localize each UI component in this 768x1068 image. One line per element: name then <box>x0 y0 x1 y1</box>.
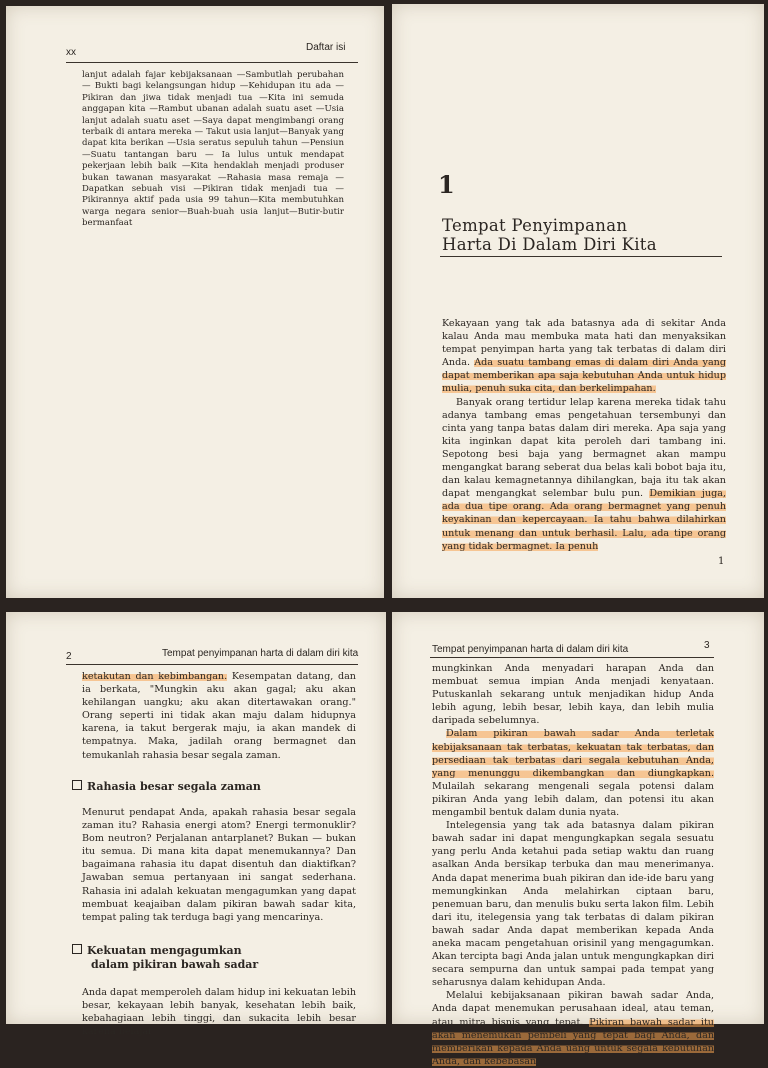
chapter-title-line1: Tempat Penyimpanan <box>442 216 628 235</box>
paragraph <box>432 727 714 819</box>
page-number: 1 <box>718 556 725 567</box>
paragraph: mungkinkan Anda menyadari harapan Anda dan membuat semua impian Anda menjadi kenyataan. Putuskanlah sekarang untuk menjadikan hidup Anda lebih agung, lebih besar, lebih kaya, dan lebih mulia daripada sebelumnya. <box>432 663 714 727</box>
section-heading-line2: dalam pikiran bawah sadar <box>91 958 259 971</box>
section-heading-text: Rahasia besar segala zaman <box>87 780 261 793</box>
highlighted-text: Dalam pikiran bawah sadar Anda terletak kebijaksanaan tak terbatas, kekuatan tak terbatas, dan persediaan tak terbatas dari segala kebutuhan Anda, yang menunggu dikembangkan dan diungkapkan. <box>432 728 714 779</box>
chapter-title-rule <box>440 256 722 257</box>
paragraph <box>442 396 726 553</box>
paragraph: Intelegensia yang tak ada batasnya dalam pikiran bawah sadar ini dapat mengungkapkan segala sesuatu yang perlu Anda ketahui pada setiap waktu dan ruang asalkan Anda bersikap terbuka dan mau menerimanya. Anda dapat menerima buah pikiran dan ide-ide baru yang memungkinkan Anda melahirkan ciptaan baru, penemuan baru, dan menulis buku serta lakon film. Lebih dari itu, itelegensia yang tak terbatas di dalam pikiran bawah sadar Anda dapat memberikan kepada Anda aneka macam pengetahuan orisinil yang mengagumkan. Akan tercipta bagi Anda jalan untuk mengungkapkan diri secara sempurna dan untuk sampai pada tempat yang seharusnya dalam kehidupan Anda. <box>432 820 714 989</box>
page-number: 3 <box>704 640 710 651</box>
text-run: Kekayaan yang tak ada batasnya ada di sekitar Anda kalau Anda mau membuka mata hati dan menyaksikan tempat penyimpan harta yang tak terbatas di dalam diri Anda. <box>442 318 726 369</box>
text-run: Melalui kebijaksanaan pikiran bawah sadar Anda, Anda dapat menemukan perusahaan ideal, atau teman, atau mitra bisnis yang tepat. <box>432 990 714 1028</box>
checkbox-bullet-icon <box>72 944 82 954</box>
highlighted-text: Pikiran bawah sadar itu akan menemukan pembeli yang tepat bagi Anda, dan memberikan kepada Anda uang untuk segala kebutuhan Anda, dan kebebasan <box>432 1016 714 1067</box>
paragraph: Menurut pendapat Anda, apakah rahasia besar segala zaman itu? Rahasia energi atom? Energi termonuklir? Bom neutron? Perjalanan antarplanet? Bukan — bukan itu semua. Di mana kita dapat menemukannya? Dan bagaimana rahasia itu dapat disentuh dan diaktifkan? Jawaban semua pertanyaan ini sangat sederhana. Rahasia ini adalah kekuatan mengagumkan yang dapat membuat keajaiban dalam pikiran bawah sadar kita, tempat paling tak terduga bagi yang mencarinya. <box>82 807 356 923</box>
page-body-bottom <box>82 986 356 1038</box>
highlighted-text: ketakutan dan kebimbangan. <box>82 671 228 682</box>
paragraph <box>82 670 356 762</box>
section-heading-text: Kekuatan mengagumkan <box>87 944 242 957</box>
text-run: Banyak orang tertidur lelap karena mereka tidak tahu adanya tambang emas pengetahuan tersembunyi dan cinta yang tanpa batas dalam diri mereka. Apa saja yang kita inginkan dapat kita peroleh dari tambang ini. Sepotong besi baja yang bermagnet akan mampu mengangkat barang seberat dua belas kali bobot baja itu, dan kalau kemagnetannya dihilangkan, baja itu tak akan dapat mengangkat selembar bulu pun. <box>442 396 726 500</box>
page-xx <box>6 6 384 598</box>
page-1 <box>392 4 764 598</box>
page-number: 2 <box>66 651 72 662</box>
header-rule <box>66 62 358 63</box>
checkbox-bullet-icon <box>72 780 82 790</box>
page-number-xx: xx <box>66 47 76 58</box>
running-header: Tempat penyimpanan harta di dalam diri kita <box>432 644 629 655</box>
contents-paragraph: lanjut adalah fajar kebijaksanaan —Sambutlah perubahan — Bukti bagi kelangsungan hidup —Kehidupan itu ada — Pikiran dan jiwa tidak menjadi tua —Kita ini semuda anggapan kita —Rambut ubanan adalah suatu aset —Usia lanjut adalah suatu aset —Saya dapat mengimbangi orang terbaik di antara mereka — Takut usia lanjut—Banyak yang dapat kita berikan —Usia seratus sepuluh tahun —Pensiun—Suatu tantangan baru — Ia lulus untuk mendapat pekerjaan lebih baik —Kita hendaklah menjadi produser bukan tawanan masyarakat —Rahasia masa remaja —Dapatkan sebuah visi —Pikiran tidak menjadi tua —Pikirannya aktif pada usia 99 tahun—Kita membutuhkan warga negara senior—Buah-buah usia lanjut—Butir-butir bermanfaat <box>82 70 344 229</box>
running-header: Tempat penyimpanan harta di dalam diri kita <box>162 648 359 659</box>
chapter-body <box>442 317 726 553</box>
highlighted-text: Demikian juga, ada dua tipe orang. Ada orang bermagnet yang penuh keyakinan dan kepercayaan. Ia tahu bahwa dilahirkan untuk menang dan untuk berhasil. Lalu, ada tipe orang yang tidak bermagnet. Ia penuh <box>442 488 726 552</box>
paragraph: Anda dapat memperoleh dalam hidup ini kekuatan lebih besar, kekayaan lebih banyak, kesehatan lebih baik, kebahagiaan lebih tinggi, dan sukacita lebih besar karena belajar <box>82 987 356 1038</box>
chapter-number: 1 <box>438 170 455 199</box>
page-body-top <box>82 670 356 762</box>
paragraph <box>432 989 714 1068</box>
page-body <box>432 662 714 1068</box>
paragraph <box>442 317 726 396</box>
page-body-mid <box>82 806 356 924</box>
header-rule <box>66 664 358 665</box>
contents-text <box>82 70 344 230</box>
page-3 <box>392 612 764 1067</box>
page-2 <box>6 612 386 1038</box>
text-run: Mulailah sekarang mengenali segala potensi dalam pikiran Anda yang lebih dalam, dan potensi itu akan mengambil bentuk dalam dunia nyata. <box>432 780 714 819</box>
running-header: Daftar isi <box>306 42 346 53</box>
header-rule <box>430 657 714 658</box>
chapter-title-line2: Harta Di Dalam Diri Kita <box>442 235 657 254</box>
text-run: Kesempatan datang, dan ia berkata, "Mungkin aku akan gagal; aku akan kehilangan uangku; aku akan ditertawakan orang." Orang seperti ini tidak akan maju dalam hidupnya karena, ia takut bergerak maju, ia akan mandek di tempatnya. Maka, jadilah orang bermagnet dan temukanlah rahasia besar segala zaman. <box>82 671 356 761</box>
highlighted-text: Ada suatu tambang emas di dalam diri Anda yang dapat memberikan apa saja kebutuhan Anda untuk hidup mulia, penuh suka cita, dan berkelimpahan. <box>442 357 726 395</box>
section-heading <box>72 780 261 794</box>
section-heading <box>72 944 242 958</box>
